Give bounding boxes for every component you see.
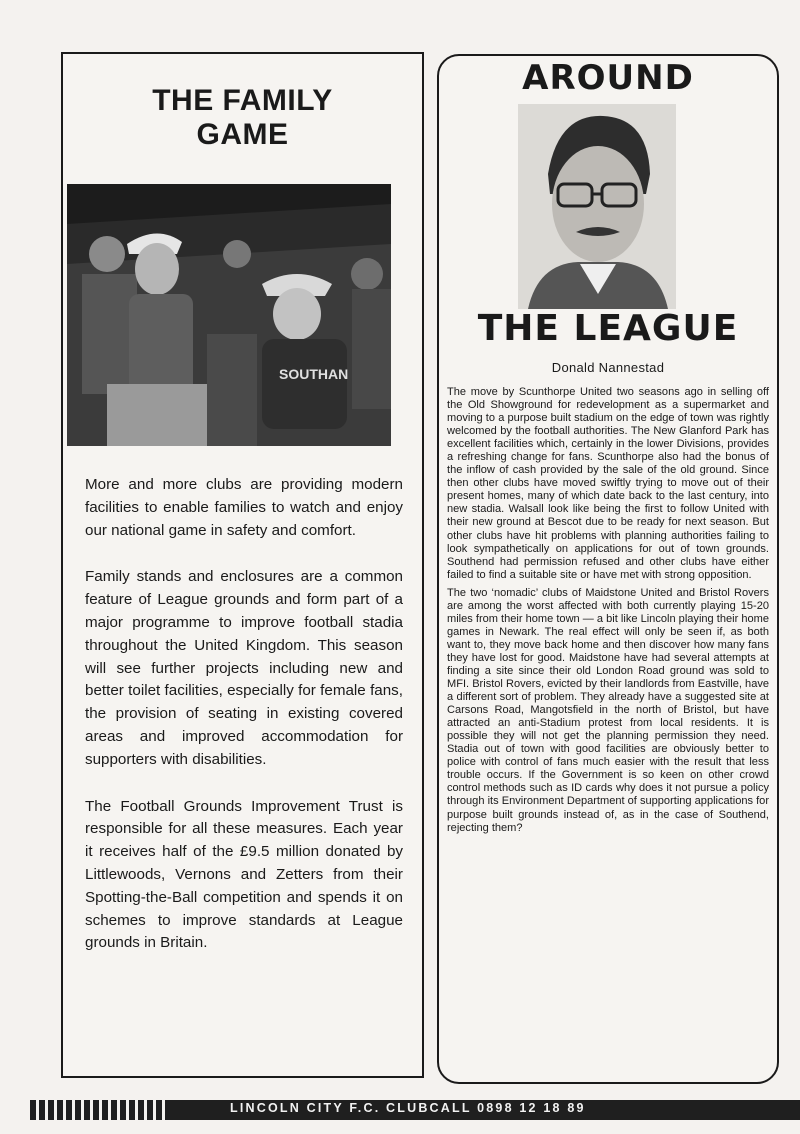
paragraph: More and more clubs are providing modern facilities to enable families to watch and enjoy our national game in safety and comfort. [85, 476, 403, 539]
paragraph: The Football Grounds Improvement Trust is responsible for all these measures. Each year it receives half of the £9.5 million donated by Littlewoods, Vernons and Zetters from their Spotting-the-Ball competition and spends it on schemes to improve standards at League grounds in Britain. [85, 797, 403, 952]
paragraph: The two ‘nomadic’ clubs of Maidstone United and Bristol Rovers are among the worst affected with both currently playing 15-20 miles from their home town — a bit like Lincoln playing their home games in Newark. The real effect will only be seen if, as both want to, they move back home and then discover how many fans they have lost for good. Maidstone have had several attempts at finding a site since their old London Road ground was sold to MFI. Bristol Rovers, evicted by their landlords from Eastville, have a different sort of problem. They already have a suggested site at Carsons Road, Mangotsfield in the north of Bristol, but have attracted an anti-Stadium protest from local residents. It is possible they will not get the planning permission they need. Stadia out of town with good facilities are obviously better to police with control of fans much easier with the result that less trouble occurs. If the Government is so keen on other crowd control methods such as ID cards why does it not pursue a policy through its Environment Department of supporting applications for purpose built grounds instead of, as in the case of Southend, rejecting them? [447, 586, 769, 834]
family-game-title [63, 84, 422, 152]
crowd-photo-illustration [67, 184, 391, 446]
paragraph: The move by Scunthorpe United two seasons ago in selling off the Old Showground for redevelopment as a supermarket and moving to a purpose built stadium on the edge of town was rightly welcomed by the football authorities. The New Glanford Park has excellent facilities which, certainly in the lower Divisions, provides a refreshing change for fans. Scunthorpe also had the bonus of the inflow of cash provided by the sale of the old ground. Since then other clubs have moved swiftly trying to move out of their present homes, many of which date back to the last century, into new stadia. Walsall look like being the first to follow United with their new ground at Bescot due to be ready for next season. But other clubs have hit problems with planning authorities failing to look sympathetically on applications for out of town grounds. Southend had permission refused and other clubs have either failed to find a suitable site or have met with strong opposition. [447, 386, 769, 581]
title-line-2: GAME [196, 118, 289, 151]
footer-dash-decoration [30, 1100, 170, 1120]
title-line-1: THE FAMILY [152, 84, 333, 117]
author-byline: Donald Nannestad [551, 360, 665, 375]
around-title: AROUND [522, 58, 694, 98]
family-game-panel [61, 52, 424, 1078]
footer-bar [30, 1100, 800, 1120]
family-game-body [85, 474, 403, 979]
around-the-league-body [447, 386, 769, 840]
clubcall-text: LINCOLN CITY F.C. CLUBCALL 0898 12 18 89 [230, 1101, 586, 1115]
portrait-illustration [518, 104, 676, 309]
the-league-title: THE LEAGUE [477, 308, 739, 349]
author-portrait-photo [518, 104, 676, 309]
paragraph: Family stands and enclosures are a common feature of League grounds and form part of a major programme to improve football stadia throughout the United Kingdom. This season will see further projects including new and better toilet facilities, especially for female fans, the provision of seating in existing covered areas and improved accommodation for supporters with disabilities. [85, 568, 403, 768]
around-the-league-panel [437, 54, 779, 1084]
family-crowd-photo [67, 184, 391, 446]
shirt-text: SOUTHAN [279, 366, 349, 382]
